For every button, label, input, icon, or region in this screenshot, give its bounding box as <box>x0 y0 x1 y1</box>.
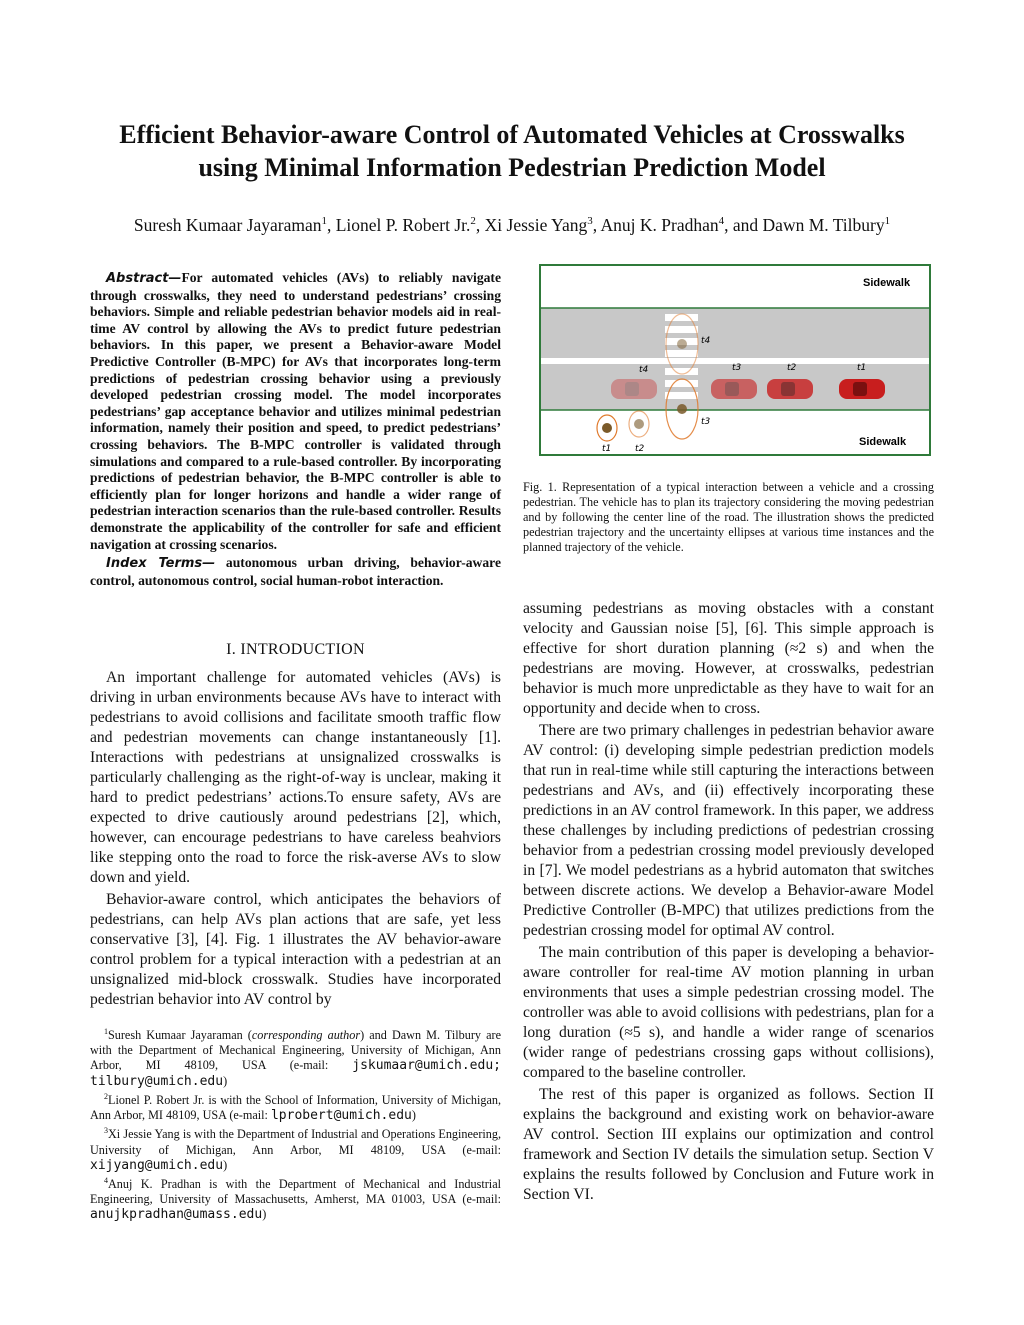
vehicle-label: t1 <box>857 363 867 373</box>
abstract <box>90 270 501 589</box>
footnote-mark: 2 <box>104 1091 108 1101</box>
author-affiliation-mark: 2 <box>470 215 476 227</box>
introduction-body <box>90 668 501 1012</box>
footnote-end: ) <box>223 1157 228 1172</box>
author-name: Anuj K. Pradhan <box>600 214 719 235</box>
figure-1-caption: Fig. 1. Representation of a typical interaction between a vehicle and a crossing pedestrian. The vehicle has to plan its trajectory considering the moving pedestrian and by following the center line of the road. The illustration shows the predicted pedestrian trajectory and the uncertainty ellipses at various time instances and the planned trajectory of the vehicle. <box>523 480 934 554</box>
paragraph: The rest of this paper is organized as follows. Section II explains the background and existing work on behavior-aware AV control. Section III explains our optimization and control framework and Section IV details the simulation setup. Section V explains the results followed by Conclusion and Future work in Section VI. <box>523 1086 934 1203</box>
author-separator: , <box>326 214 336 235</box>
author-affiliation-mark: 1 <box>321 215 327 227</box>
footnote-email[interactable]: xijyang@umich.edu <box>90 1157 224 1173</box>
paragraph: There are two primary challenges in pedestrian behavior aware AV control: (i) developing simple pedestrian prediction models that run in real-time while still capturing the interactions between pedestrians and AVs, and (ii) effectively incorporating these predictions in an AV control framework. In this paper, we address these challenges by including predictions of pedestrian crossing behavior from a pedestrian crossing model previously developed in [7]. We model pedestrians as a hybrid automaton that switches between discrete actions. We develop a Behavior-aware Model Predictive Controller (B-MPC) that utilizes predictions from the pedestrian crossing model for optimal AV control. <box>523 722 934 939</box>
author-name: Dawn M. Tilbury <box>762 214 885 235</box>
footnote <box>90 1123 501 1173</box>
abstract-label: Abstract— <box>106 271 182 286</box>
footnote-mark: 3 <box>104 1126 108 1136</box>
author-list <box>70 209 954 237</box>
paragraph: assuming pedestrians as moving obstacles with a constant velocity and Gaussian noise [5], [6]. This simple approach is effective for short duration planning (≈2 s) and when the pedestrians are moving. However, at crosswalks, pedestrian behavior is much more unpredictable as they have to wait for an opportunity and decide when to cross. <box>523 600 934 717</box>
author-affiliation-mark: 4 <box>718 215 725 227</box>
right-column-body <box>523 599 934 1207</box>
author-affiliation-mark: 1 <box>884 215 891 227</box>
author-name: Lionel P. Robert Jr. <box>335 214 471 235</box>
footnote-mark: 4 <box>104 1176 108 1186</box>
footnote-text: Anuj K. Pradhan is with the Department of Mechanical and Industrial Engineering, University of Massachusetts, Amherst, MA 01003, USA (e-mail: <box>90 1177 501 1207</box>
footnote-email[interactable]: jskumaar@umich.edu; tilbury@umich.edu <box>90 1058 501 1089</box>
author-name: Xi Jessie Yang <box>484 214 588 235</box>
footnote-text: Xi Jessie Yang is with the Department of Industrial and Operations Engineering, University of Michigan, Ann Arbor, MI 48109, USA (e-mail: <box>90 1127 501 1157</box>
vehicle-label: t3 <box>732 363 742 373</box>
footnotes <box>90 1024 501 1223</box>
author-separator: , <box>475 214 485 235</box>
vehicle-t3-icon <box>711 379 757 399</box>
footnote-email[interactable]: lprobert@umich.edu <box>270 1108 412 1124</box>
author-name: Suresh Kumaar Jayaraman <box>133 214 322 235</box>
title-line-1: Efficient Behavior-aware Control of Automated Vehicles at Crosswalks <box>119 120 905 149</box>
title-line-2: using Minimal Information Pedestrian Prediction Model <box>198 153 826 182</box>
pedestrian-label: t1 <box>602 444 612 454</box>
sidewalk-bottom-label: Sidewalk <box>859 436 907 448</box>
paragraph: An important challenge for automated vehicles (AVs) is driving in urban environments because AVs have to interact with pedestrians to avoid collisions and facilitate smooth traffic flow and pedestrian movements can change instantaneously [1]. Interactions with pedestrians at unsignalized crosswalks is particularly challenging as the right-of-way is unclear, making it hard to predict pedestrians’ actions.To ensure safety, AVs are expected to drive cautiously around pedestrians [2], which, however, can encourage pedestrians to have careless beahviors like stepping onto the road to force the risk-averse AVs to slow down and yield. <box>90 669 501 886</box>
vehicle-t4-icon <box>611 379 657 399</box>
footnote-italic: corresponding author <box>251 1028 361 1043</box>
figure-1-crosswalk-illustration <box>539 264 931 456</box>
paragraph: Behavior-aware control, which anticipates the behaviors of pedestrians, can help AVs plan actions that are safe, yet less conservative [3], [4]. Fig. 1 illustrates the AV behavior-aware control problem for a typical interaction with a pedestrian at an unsignalized mid-block crosswalk. Studies have incorporated pedestrian behavior into AV control by <box>90 891 501 1008</box>
footnote <box>90 1024 501 1089</box>
vehicle-label: t2 <box>787 363 797 373</box>
footnote <box>90 1173 501 1223</box>
footnote <box>90 1089 501 1123</box>
footnote-text: Suresh Kumaar Jayaraman ( <box>108 1028 252 1043</box>
index-terms-text: autonomous urban driving, behavior-aware control, autonomous control, social human-robot interaction. <box>90 555 501 588</box>
vehicle-label: t4 <box>639 365 649 375</box>
author-separator: , <box>592 214 601 235</box>
vehicle-t2-icon <box>767 379 813 399</box>
index-terms-label: Index Terms— <box>106 556 216 572</box>
footnote-end: ) <box>223 1073 228 1088</box>
footnote-mark: 1 <box>104 1027 108 1036</box>
sidewalk-top-label: Sidewalk <box>863 277 911 289</box>
pedestrian-label: t3 <box>701 417 711 427</box>
footnote-text: Lionel P. Robert Jr. is with the School of Information, University of Michigan, Ann Arbor, MI 48109, USA (e-mail: <box>90 1092 501 1123</box>
author-affiliation-mark: 3 <box>587 215 593 227</box>
author-separator: , and <box>724 214 763 235</box>
vehicle-t1-icon <box>839 379 885 399</box>
pedestrian-label: t2 <box>635 444 645 454</box>
footnote-email[interactable]: anujkpradhan@umass.edu <box>90 1207 263 1223</box>
footnote-end: ) <box>411 1108 416 1123</box>
abstract-text: For automated vehicles (AVs) to reliably navigate through crosswalks, they need to understand pedestrians’ crossing behaviors. Simple and reliable pedestrian behavior models aid in real-time AV control by allowing the AVs to predict future pedestrian behaviors. In this paper, we present a Behavior-aware Model Predictive Controller (B-MPC) for AVs that incorporates long-term predictions of pedestrian crossing behavior using a previously developed pedestrian crossing model. The model incorporates pedestrians’ gap acceptance behavior and utilizes minimal pedestrian information, namely their position and speed, to predict pedestrians’ crossing behaviors. The B-MPC controller is validated through simulations and compared to a rule-based controller. By incorporating predictions of pedestrian behavior, the B-MPC controller is able to efficiently plan for longer horizons and handle a wider range of pedestrian interaction scenarios than the rule-based controller. Results demonstrate the applicability of the controller for safe and efficient navigation at crossing scenarios. <box>90 270 501 552</box>
section-heading: I. INTRODUCTION <box>226 641 365 658</box>
paragraph: The main contribution of this paper is developing a behavior-aware controller for real-time AV motion planning in urban environments that uses a simple pedestrian crossing model. The controller was able to avoid collisions with pedestrians, plan for a long duration (≈5 s), and handle a wider range of scenarios (wider range of pedestrians crossing gaps without collisions), compared to the baseline controller. <box>523 944 934 1081</box>
pedestrian-label: t4 <box>701 336 711 346</box>
footnote-text: ) and Dawn M. Tilbury are with the Department of Mechanical Engineering, University of Michigan, Ann Arbor, MI 48109, USA (e-mail: <box>90 1028 501 1073</box>
footnote-end: ) <box>262 1207 267 1222</box>
paper-title <box>70 118 954 184</box>
